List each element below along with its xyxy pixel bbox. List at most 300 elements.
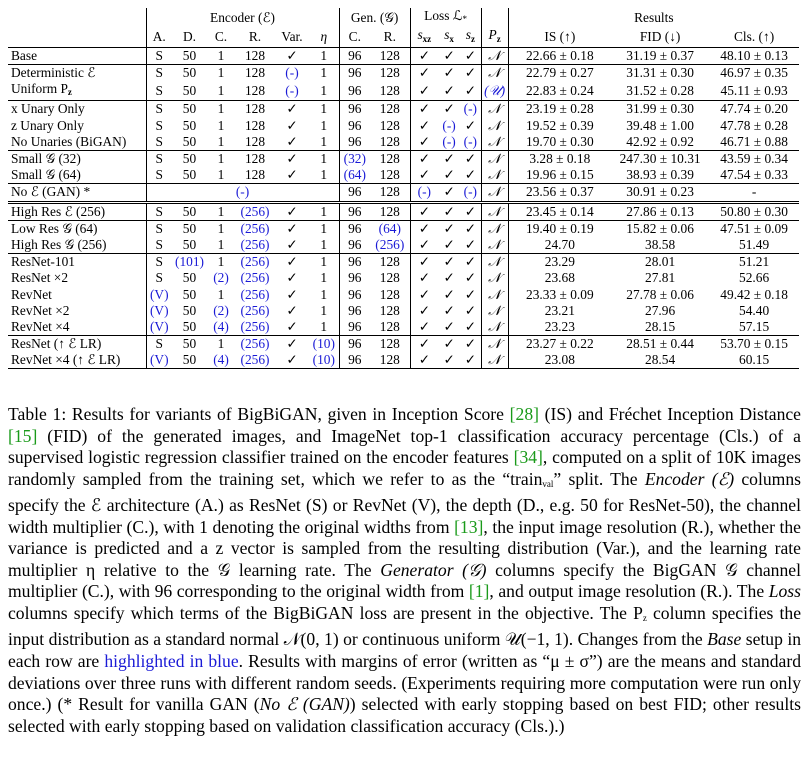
cell-pz: 𝒩 (481, 65, 508, 82)
cell-pz: 𝒩 (481, 270, 508, 286)
cell-name: x Unary Only (8, 101, 146, 118)
table-row (8, 134, 799, 151)
results-table (8, 8, 799, 369)
cell-a: S (146, 270, 172, 286)
cell-gc: 96 (339, 270, 370, 286)
cell-gr: 128 (370, 254, 410, 271)
col-header-d: D. (172, 27, 207, 48)
cell-r: (256) (235, 254, 275, 271)
cell-r: 128 (235, 101, 275, 118)
col-header-c: C. (207, 27, 235, 48)
cell-sx: ✓ (443, 270, 455, 286)
cell-c: 1 (217, 133, 225, 149)
col-header-sx: $s_x$ (438, 27, 460, 48)
cell-fid: 38.93 ± 0.39 (626, 167, 694, 183)
cell-is: 23.21 (508, 303, 611, 319)
cell-is: 22.83 ± 0.24 (508, 81, 611, 101)
cell-gc: 96 (339, 202, 370, 220)
cell-var: (-) (275, 65, 309, 82)
citation-link[interactable]: [15] (8, 425, 38, 446)
cell-gc: 96 (339, 254, 370, 271)
cell-pz: 𝒩 (481, 134, 508, 151)
cell-pz: (𝒰) (481, 81, 508, 101)
cell-sxz: ✓ (410, 81, 438, 101)
cell-eta: 1 (309, 202, 339, 220)
cell-is: 19.96 ± 0.15 (508, 167, 611, 184)
cell-cls: 54.40 (739, 302, 770, 318)
cell-fid: 27.96 (645, 302, 676, 318)
cell-sxz: ✓ (410, 48, 438, 65)
cell-a: (V) (146, 352, 172, 369)
cell-fid: 28.54 (611, 352, 709, 369)
cell-var: ✓ (286, 167, 298, 183)
col-header-var: Var. (275, 27, 309, 48)
table-row (8, 286, 799, 302)
cell-pz: 𝒩 (481, 101, 508, 118)
cell-a: S (146, 118, 172, 134)
cell-gr: 128 (379, 117, 400, 133)
cell-d: 50 (172, 202, 207, 220)
cell-is: 19.40 ± 0.19 (508, 220, 611, 237)
table-caption: Table 1: Results for variants of BigBiGAN, given in Inception Score [28] (IS) and Fréchet Inception Distance [15] (FID) of the generated images, and ImageNet top-1 classification accuracy percentage (Cls.) of a supervised logistic regression classifier trained on the encoder features [34], computed on a split of 10K images randomly sampled from the training set, which we refer to as the “train$_{val}$” split. The Encoder (ℰ) columns specify the ℰ architecture (A.) as ResNet (S) or RevNet (V), the depth (D., e.g. 50 for ResNet-50), the channel width multiplier (C.), with 1 denoting the original widths from [13], the input image resolution (R.), whether the variance is predicted and a z vector is sampled from the resulting distribution (Var.), and the learning rate multiplier η relative to the 𝒢 learning rate. The Generator (𝒢) columns specify the BigGAN 𝒢 channel multiplier (C.), with 96 corresponding to the original width from [1], and output image resolution (R.). The Loss columns specify which terms of the BigBiGAN loss are present in the objective. The $P_z$ column specifies the input distribution as a standard normal 𝒩(0, 1) or continuous uniform 𝒰(−1, 1). Changes from the Base setup in each row are highlighted in blue. Results with margins of error (written as “μ ± σ”) are the means and standard deviations over three runs with different random seeds. (Experiments requiring more computation were run only once.) (* Result for vanilla GAN (No ℰ (GAN)) selected with early stopping based on best FID; other results selected with early stopping based on validation classification accuracy (Cls.).) (8, 404, 801, 736)
cell-c: 1 (207, 101, 235, 118)
cell-fid: 31.19 ± 0.37 (611, 48, 709, 65)
cell-cls: 43.59 ± 0.34 (709, 150, 799, 167)
cell-is: 23.56 ± 0.37 (508, 184, 611, 202)
cell-r: 128 (235, 48, 275, 65)
cell-c: 1 (207, 254, 235, 271)
cell-var: (-) (285, 82, 299, 98)
table-row (8, 220, 799, 237)
citation-link[interactable]: [28] (509, 404, 539, 424)
cell-sx: ✓ (438, 65, 460, 82)
cell-eta: 1 (320, 318, 328, 334)
cell-gr: 128 (370, 65, 410, 82)
cell-r: (256) (240, 302, 270, 318)
cell-fid: 38.58 (645, 236, 676, 252)
cell-pz: 𝒩 (481, 118, 508, 134)
cell-sxz: ✓ (410, 134, 438, 151)
cell-pz: 𝒩 (481, 150, 508, 167)
cell-eta: 1 (320, 167, 328, 183)
cell-gr: 128 (370, 48, 410, 65)
header-group-row (8, 8, 799, 27)
cell-eta: 1 (309, 254, 339, 271)
cell-sx: ✓ (438, 202, 460, 220)
cell-name: No Unaries (BiGAN) (11, 133, 127, 149)
cell-cls: 50.80 ± 0.30 (709, 202, 799, 220)
cell-c: 1 (207, 150, 235, 167)
cell-sz: ✓ (464, 236, 476, 252)
cell-name: Base (8, 48, 146, 65)
table-row (8, 202, 799, 220)
cell-sz: ✓ (460, 254, 481, 271)
cell-cls: 57.15 (739, 318, 770, 334)
cell-fid: 31.31 ± 0.30 (611, 65, 709, 82)
cell-fid: 28.51 ± 0.44 (611, 336, 709, 353)
cell-var: ✓ (275, 220, 309, 237)
cell-name: Low Res 𝒢 (64) (8, 220, 146, 237)
cell-sxz: ✓ (410, 237, 438, 254)
cell-eta: 1 (309, 65, 339, 82)
cell-cls: 53.70 ± 0.15 (709, 336, 799, 353)
cell-eta: 1 (320, 133, 328, 149)
cell-cls: 46.97 ± 0.35 (709, 65, 799, 82)
cell-sx: ✓ (438, 184, 460, 202)
cell-name: ResNet-101 (8, 254, 146, 271)
cell-sx: ✓ (438, 150, 460, 167)
table-row (8, 336, 799, 353)
cell-fid: 28.15 (645, 318, 676, 334)
cell-sx: ✓ (443, 167, 455, 183)
cell-name: High Res ℰ (256) (8, 202, 146, 220)
table-row (8, 254, 799, 271)
cell-eta: 1 (309, 220, 339, 237)
cell-c: (4) (207, 352, 235, 369)
cell-gc: 96 (339, 336, 370, 353)
cell-fid: 42.92 ± 0.92 (626, 133, 694, 149)
cell-r: (256) (235, 202, 275, 220)
cell-gr: 128 (370, 184, 410, 202)
cell-sx: ✓ (443, 318, 455, 334)
cell-is: 23.33 ± 0.09 (508, 286, 611, 302)
cell-fid: 27.81 (645, 270, 676, 286)
cell-d: 50 (182, 318, 197, 334)
cell-fid: 27.78 ± 0.06 (626, 286, 694, 302)
col-header-r: R. (235, 27, 275, 48)
cell-name: z Unary Only (11, 117, 84, 133)
cell-pz: 𝒩 (481, 167, 508, 184)
cell-eta: 1 (320, 236, 328, 252)
cell-sx: ✓ (443, 286, 455, 302)
cell-c: (4) (213, 318, 229, 334)
cell-name: No ℰ (GAN) * (8, 184, 146, 202)
cell-is: 22.66 ± 0.18 (508, 48, 611, 65)
cell-sx: (-) (442, 133, 456, 149)
cell-var: ✓ (286, 236, 298, 252)
col-header-eta: η (309, 27, 339, 48)
cell-c: 1 (217, 286, 225, 302)
cell-r: 128 (235, 65, 275, 82)
table-row (8, 65, 799, 82)
cell-pz: 𝒩 (481, 184, 508, 202)
cell-sz: ✓ (460, 48, 481, 65)
cell-sx: ✓ (438, 48, 460, 65)
cell-fid: 247.30 ± 10.31 (611, 150, 709, 167)
cell-fid: 31.99 ± 0.30 (611, 101, 709, 118)
cell-eta: (10) (309, 352, 339, 369)
cell-var: ✓ (286, 270, 298, 286)
cell-c: 1 (207, 48, 235, 65)
col-header-gen-r: R. (370, 27, 410, 48)
cell-r: (256) (240, 286, 270, 302)
cell-enc-span: (-) (146, 184, 339, 202)
cell-eta: (10) (309, 336, 339, 353)
cell-name: Uniform $P_z$ (11, 81, 72, 98)
cell-sxz: ✓ (410, 303, 438, 319)
table-row (8, 101, 799, 118)
citation-link[interactable]: [13] (454, 516, 484, 537)
cell-var: ✓ (275, 150, 309, 167)
cell-eta: 1 (320, 302, 328, 318)
cell-sxz: ✓ (410, 270, 438, 286)
cell-name: Deterministic ℰ (8, 65, 146, 82)
cell-d: 50 (182, 167, 197, 183)
generator-group-header: Gen. (𝒢) (339, 8, 410, 27)
cell-r: 128 (244, 117, 266, 133)
cell-name: RevNet (11, 286, 52, 302)
cell-c: 1 (217, 236, 225, 252)
cell-name: RevNet ×4 (11, 318, 70, 334)
cell-c: 1 (217, 117, 225, 133)
cell-d: 50 (182, 82, 197, 98)
cell-d: 50 (182, 117, 197, 133)
cell-cls: 46.71 ± 0.88 (720, 133, 788, 149)
cell-sx: ✓ (438, 352, 460, 369)
cell-is: 23.23 (508, 319, 611, 336)
cell-eta: 1 (320, 117, 328, 133)
cell-d: 50 (172, 336, 207, 353)
cell-sx: ✓ (443, 82, 455, 98)
cell-pz: 𝒩 (481, 237, 508, 254)
cell-pz: 𝒩 (481, 254, 508, 271)
cell-d: (101) (172, 254, 207, 271)
cell-name: ResNet ×2 (11, 270, 69, 286)
cell-sz: ✓ (460, 202, 481, 220)
cell-pz: 𝒩 (481, 319, 508, 336)
table-header (8, 8, 799, 48)
cell-sz: ✓ (464, 286, 476, 302)
cell-fid: 28.01 (611, 254, 709, 271)
cell-fid: 30.91 ± 0.23 (611, 184, 709, 202)
cell-d: 50 (182, 286, 197, 302)
cell-r: (256) (235, 336, 275, 353)
cell-c: 1 (207, 65, 235, 82)
cell-a: S (146, 65, 172, 82)
cell-c: 1 (207, 220, 235, 237)
results-group-header: Results (508, 8, 799, 27)
cell-r: (256) (235, 352, 275, 369)
cell-c: (2) (213, 302, 229, 318)
cell-sxz: ✓ (410, 220, 438, 237)
cell-a: S (146, 150, 172, 167)
cell-cls: - (709, 184, 799, 202)
cell-name: Small 𝒢 (64) (11, 167, 81, 183)
cell-sx: (-) (442, 117, 456, 133)
cell-is: 23.19 ± 0.28 (508, 101, 611, 118)
table-row (8, 48, 799, 65)
cell-d: 50 (172, 101, 207, 118)
cell-gc: (64) (339, 167, 370, 184)
cell-a: S (146, 48, 172, 65)
cell-sz: ✓ (464, 117, 476, 133)
cell-is: 23.45 ± 0.14 (508, 202, 611, 220)
cell-cls: 51.21 (709, 254, 799, 271)
col-header-cls: Cls. (↑) (709, 27, 799, 48)
cell-gc: 96 (339, 319, 370, 336)
cell-var: ✓ (286, 117, 298, 133)
cell-sx: ✓ (438, 220, 460, 237)
cell-is: 19.52 ± 0.39 (508, 118, 611, 134)
citation-link[interactable]: [1] (468, 581, 490, 602)
cell-sxz: ✓ (410, 254, 438, 271)
cell-var: ✓ (275, 254, 309, 271)
cell-a: (V) (146, 319, 172, 336)
cell-var: ✓ (286, 318, 298, 334)
cell-sxz: ✓ (410, 286, 438, 302)
cell-a: S (146, 254, 172, 271)
cell-fid: 39.48 ± 1.00 (626, 117, 694, 133)
cell-sxz: (-) (410, 184, 438, 202)
cell-a: S (146, 81, 172, 101)
col-header-is: IS (↑) (508, 27, 611, 48)
cell-a: (V) (146, 286, 172, 302)
citation-link[interactable]: [34] (513, 447, 543, 468)
cell-gr: 128 (370, 101, 410, 118)
cell-var: ✓ (286, 302, 298, 318)
cell-gc: 96 (339, 118, 370, 134)
table-row (8, 184, 799, 202)
cell-eta: 1 (309, 150, 339, 167)
cell-name: ResNet (↑ ℰ LR) (8, 336, 146, 353)
cell-eta: 1 (309, 101, 339, 118)
cell-sz: ✓ (464, 270, 476, 286)
cell-cls: 47.54 ± 0.33 (720, 167, 788, 183)
cell-gr: 128 (370, 202, 410, 220)
cell-d: 50 (182, 270, 197, 286)
table-row (8, 352, 799, 369)
table-row (8, 270, 799, 286)
cell-sx: ✓ (438, 101, 460, 118)
cell-cls: 47.74 ± 0.20 (709, 101, 799, 118)
cell-eta: 1 (309, 48, 339, 65)
cell-is: 23.68 (508, 270, 611, 286)
cell-sxz: ✓ (410, 336, 438, 353)
cell-d: 50 (182, 302, 197, 318)
table-row (8, 81, 799, 101)
cell-gc: 96 (339, 65, 370, 82)
cell-sx: ✓ (438, 336, 460, 353)
cell-a: S (146, 202, 172, 220)
cell-sxz: ✓ (410, 65, 438, 82)
cell-eta: 1 (320, 286, 328, 302)
cell-d: 50 (172, 48, 207, 65)
cell-cls: 51.49 (739, 236, 770, 252)
cell-gr: 128 (379, 270, 400, 286)
cell-cls: 47.78 ± 0.28 (720, 117, 788, 133)
cell-r: 128 (244, 133, 266, 149)
cell-gc: 96 (339, 184, 370, 202)
cell-gr: 128 (379, 167, 400, 183)
cell-name: Small 𝒢 (32) (8, 150, 146, 167)
col-header-sxz: $s_{xz}$ (410, 27, 438, 48)
cell-c: (2) (213, 270, 229, 286)
cell-sz: (-) (460, 101, 481, 118)
cell-name: RevNet ×4 (↑ ℰ LR) (8, 352, 146, 369)
cell-gr: 128 (370, 352, 410, 369)
cell-sz: ✓ (460, 336, 481, 353)
cell-d: 50 (172, 220, 207, 237)
table-body (8, 48, 799, 369)
cell-a: S (146, 167, 172, 184)
cell-sz: ✓ (460, 150, 481, 167)
cell-var: ✓ (286, 133, 298, 149)
col-header-pz: $P_z$ (481, 27, 508, 48)
cell-is: 22.79 ± 0.27 (508, 65, 611, 82)
cell-gr: 128 (370, 336, 410, 353)
cell-fid: 31.52 ± 0.28 (626, 82, 694, 98)
cell-r: 128 (235, 150, 275, 167)
cell-gr: 128 (370, 150, 410, 167)
cell-eta: 1 (320, 270, 328, 286)
cell-gc: 96 (339, 237, 370, 254)
cell-sxz: ✓ (410, 150, 438, 167)
cell-d: 50 (172, 352, 207, 369)
cell-gc: 96 (339, 48, 370, 65)
cell-gc: 96 (339, 134, 370, 151)
cell-c: 1 (207, 202, 235, 220)
cell-sxz: ✓ (410, 118, 438, 134)
cell-a: S (146, 220, 172, 237)
cell-var: ✓ (275, 202, 309, 220)
cell-sxz: ✓ (410, 352, 438, 369)
cell-gr: 128 (379, 302, 400, 318)
cell-cls: 45.11 ± 0.93 (720, 82, 788, 98)
col-header-sz: $s_z$ (460, 27, 481, 48)
cell-a: S (146, 336, 172, 353)
cell-pz: 𝒩 (481, 336, 508, 353)
cell-d: 50 (182, 133, 197, 149)
table-row (8, 303, 799, 319)
cell-is: 23.29 (508, 254, 611, 271)
cell-var: ✓ (275, 336, 309, 353)
cell-name: High Res 𝒢 (256) (11, 236, 107, 252)
cell-cls: 60.15 (709, 352, 799, 369)
col-header-fid: FID (↓) (611, 27, 709, 48)
cell-pz: 𝒩 (481, 303, 508, 319)
col-header-gen-c: C. (339, 27, 370, 48)
header-column-row (8, 27, 799, 48)
cell-pz: 𝒩 (481, 286, 508, 302)
table-row (8, 118, 799, 134)
cell-sz: (-) (463, 133, 478, 149)
cell-c: 1 (217, 167, 225, 183)
cell-c: 1 (217, 82, 225, 98)
cell-is: 23.08 (508, 352, 611, 369)
cell-r: (256) (235, 220, 275, 237)
cell-d: 50 (182, 236, 197, 252)
cell-gr: 128 (379, 318, 400, 334)
highlight-note: highlighted in blue (104, 651, 239, 672)
cell-sz: ✓ (464, 318, 476, 334)
cell-a: S (146, 134, 172, 151)
cell-sxz: ✓ (410, 319, 438, 336)
cell-gr: 128 (379, 82, 400, 98)
cell-r: 128 (244, 167, 266, 183)
cell-sxz: ✓ (410, 101, 438, 118)
cell-var: ✓ (286, 286, 298, 302)
loss-group-header: Loss ℒ$_*$ (410, 8, 481, 27)
cell-r: (256) (240, 236, 270, 252)
cell-sx: ✓ (438, 254, 460, 271)
cell-is: 19.70 ± 0.30 (508, 134, 611, 151)
cell-pz: 𝒩 (481, 352, 508, 369)
cell-gr: (256) (375, 236, 405, 252)
cell-gc: (32) (339, 150, 370, 167)
table-row (8, 237, 799, 254)
cell-cls: 52.66 (739, 270, 770, 286)
cell-name: RevNet ×2 (11, 302, 70, 318)
